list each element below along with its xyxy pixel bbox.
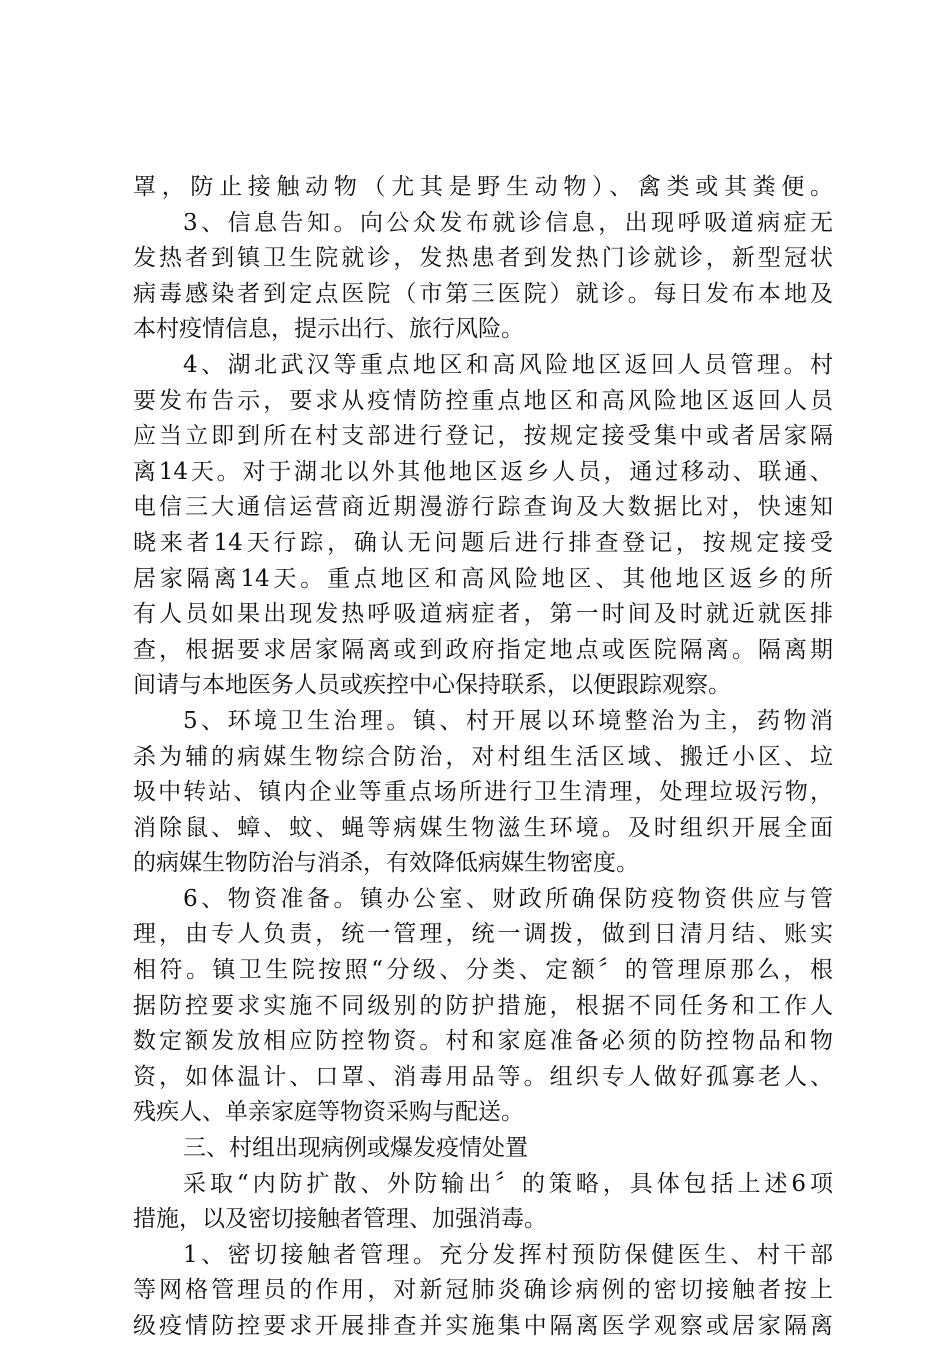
text-line: 病毒感染者到定点医院（市第三医院）就诊。每日发布本地及 <box>133 280 833 307</box>
document-body <box>133 170 833 1345</box>
text-line: 6、物资准备。镇办公室、财政所确保防疫物资供应与管 <box>183 885 833 912</box>
text-line: 数定额发放相应防控物资。村和家庭准备必须的防控物品和物 <box>133 1028 833 1055</box>
text-line: 残疾人、单亲家庭等物资采购与配送。 <box>133 1099 524 1126</box>
text-line: 等网格管理员的作用，对新冠肺炎确诊病例的密切接触者按上 <box>133 1277 833 1304</box>
text-line: 据防控要求实施不同级别的防护措施，根据不同任务和工作人 <box>133 992 833 1019</box>
text-line: 资，如体温计、口罩、消毒用品等。组织专人做好孤寡老人、 <box>133 1063 833 1090</box>
text-line: 级疫情防控要求开展排查并实施集中隔离医学观察或居家隔离 <box>133 1313 833 1339</box>
text-line: 有人员如果出现发热呼吸道病症者，第一时间及时就近就医排 <box>133 601 833 628</box>
text-line: 电信三大通信运营商近期漫游行踪查询及大数据比对，快速知 <box>133 494 833 521</box>
text-line: 5、环境卫生治理。镇、村开展以环境整治为主，药物消 <box>183 707 833 734</box>
text-line: 采取“内防扩散、外防输出〞的策略，具体包括上述6项 <box>183 1170 833 1197</box>
text-line: 3、信息告知。向公众发布就诊信息，出现呼吸道病症无 <box>183 209 833 236</box>
text-line: 晓来者14天行踪，确认无问题后进行排查登记，按规定接受 <box>133 529 833 556</box>
text-line: 罩，防止接触动物（尤其是野生动物）、禽类或其粪便。 <box>133 174 833 200</box>
text-line: 杀为辅的病媒生物综合防治，对村组生活区域、搬迁小区、垃 <box>133 743 833 770</box>
text-line: 1、密切接触者管理。充分发挥村预防保健医生、村干部 <box>183 1241 833 1268</box>
text-line: 间请与本地医务人员或疾控中心保持联系，以便跟踪观察。 <box>133 672 731 699</box>
text-line: 圾中转站、镇内企业等重点场所进行卫生清理，处理垃圾污物， <box>133 779 833 806</box>
section-heading: 三、村组出现病例或爆发疫情处置 <box>183 1135 528 1162</box>
text-line: 查，根据要求居家隔离或到政府指定地点或医院隔离。隔离期 <box>133 636 833 663</box>
text-line: 相符。镇卫生院按照“分级、分类、定额〞的管理原那么，根 <box>133 957 833 984</box>
text-line: 应当立即到所在村支部进行登记，按规定接受集中或者居家隔 <box>133 423 833 450</box>
text-line: 4、湖北武汉等重点地区和高风险地区返回人员管理。村 <box>183 351 833 378</box>
text-line: 居家隔离14天。重点地区和高风险地区、其他地区返乡的所 <box>133 565 833 592</box>
text-line: 理，由专人负责，统一管理，统一调拨，做到日清月结、账实 <box>133 921 833 948</box>
text-line: 本村疫情信息，提示出行、旅行风险。 <box>133 316 524 343</box>
text-line: 要发布告示，要求从疫情防控重点地区和高风险地区返回人员 <box>133 387 833 414</box>
text-line: 消除鼠、蟑、蚊、蝇等病媒生物滋生环境。及时组织开展全面 <box>133 814 833 841</box>
text-line: 措施，以及密切接触者管理、加强消毒。 <box>133 1206 547 1233</box>
text-line: 发热者到镇卫生院就诊，发热患者到发热门诊就诊，新型冠状 <box>133 245 833 272</box>
text-line: 离14天。对于湖北以外其他地区返乡人员，通过移动、联通、 <box>133 458 833 485</box>
text-line: 的病媒生物防治与消杀，有效降低病媒生物密度。 <box>133 850 639 877</box>
